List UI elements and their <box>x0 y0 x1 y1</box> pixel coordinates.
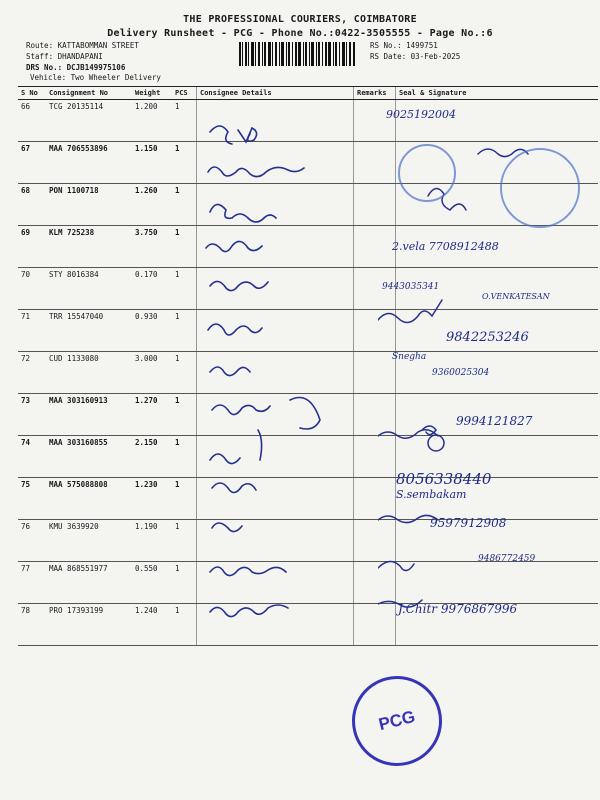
row-sno: 75 <box>18 478 46 520</box>
row-consignment: TRR 15547040 <box>46 310 132 352</box>
signature-76: 9597912908 <box>430 516 507 530</box>
row-pcs: 1 <box>172 394 197 436</box>
row-consignment: MAA 868551977 <box>46 562 132 604</box>
col-consignee: Consignee Details <box>197 87 354 100</box>
pcg-stamp-text: PCG <box>376 706 418 735</box>
row-consignment: KMU 3639920 <box>46 520 132 562</box>
row-weight: 1.200 <box>132 100 172 142</box>
signature-72b: 9360025304 <box>432 368 490 378</box>
row-pcs: 1 <box>172 184 197 226</box>
document-subtitle: Delivery Runsheet - PCG - Phone No.:0422-3505555 - Page No.:6 <box>107 28 493 39</box>
route-info <box>26 40 139 73</box>
row-weight: 0.170 <box>132 268 172 310</box>
row-sno: 69 <box>18 226 46 268</box>
row-consignment: MAA 575088808 <box>46 478 132 520</box>
row-sno: 70 <box>18 268 46 310</box>
signature-71: 9842253246 <box>446 330 529 345</box>
rs-number: RS No.: 1499751 <box>370 41 438 50</box>
row-pcs: 1 <box>172 310 197 352</box>
pcg-stamp <box>342 666 451 775</box>
barcode <box>239 42 355 66</box>
row-pcs: 1 <box>172 142 197 184</box>
row-pcs: 1 <box>172 478 197 520</box>
col-sno: S No <box>18 87 46 100</box>
rs-info <box>370 40 460 62</box>
row-pcs: 1 <box>172 520 197 562</box>
row-weight: 2.150 <box>132 436 172 478</box>
rs-date: RS Date: 03-Feb-2025 <box>370 52 461 61</box>
row-consignment: MAA 303160855 <box>46 436 132 478</box>
row-consignment: TCG 20135114 <box>46 100 132 142</box>
signature-75b: S.sembakam <box>396 488 467 501</box>
route-label: Route: KATTABOMMAN STREET <box>26 41 139 50</box>
col-remarks: Remarks <box>354 87 396 100</box>
row-sno: 66 <box>18 100 46 142</box>
document-title: THE PROFESSIONAL COURIERS, COIMBATORE <box>183 14 417 25</box>
row-weight: 0.930 <box>132 310 172 352</box>
row-consignment: MAA 706553896 <box>46 142 132 184</box>
signature-70a: 9443035341 <box>382 282 440 292</box>
row-weight: 3.750 <box>132 226 172 268</box>
row-pcs: 1 <box>172 436 197 478</box>
row-pcs: 1 <box>172 268 197 310</box>
row-sno: 73 <box>18 394 46 436</box>
signature-66: 9025192004 <box>386 108 456 121</box>
signature-75a: 8056338440 <box>396 470 492 488</box>
row-weight: 0.550 <box>132 562 172 604</box>
row-consignment: PRO 17393199 <box>46 604 132 646</box>
row-weight: 3.000 <box>132 352 172 394</box>
handwritten-consignee-scribbles <box>190 110 370 640</box>
signature-69: 2.vela 7708912488 <box>392 240 499 253</box>
vehicle-label: Vehicle: Two Wheeler Delivery <box>30 73 161 82</box>
col-weight: Weight <box>132 87 172 100</box>
row-sno: 77 <box>18 562 46 604</box>
row-sno: 78 <box>18 604 46 646</box>
staff-label: Staff: DHANDAPANI <box>26 52 103 61</box>
row-pcs: 1 <box>172 604 197 646</box>
row-weight: 1.270 <box>132 394 172 436</box>
table-header-row <box>18 87 598 100</box>
round-stamp <box>500 148 580 228</box>
row-consignment: MAA 303160913 <box>46 394 132 436</box>
signature-74: 9994121827 <box>456 414 533 428</box>
row-pcs: 1 <box>172 352 197 394</box>
row-weight: 1.150 <box>132 142 172 184</box>
col-consignment: Consignment No <box>46 87 132 100</box>
row-weight: 1.260 <box>132 184 172 226</box>
signature-77: 9486772459 <box>478 554 536 564</box>
row-sno: 71 <box>18 310 46 352</box>
row-consignment: STY 8016384 <box>46 268 132 310</box>
row-pcs: 1 <box>172 562 197 604</box>
row-sno: 72 <box>18 352 46 394</box>
row-sno: 67 <box>18 142 46 184</box>
col-pcs: PCS <box>172 87 197 100</box>
row-consignment: KLM 725238 <box>46 226 132 268</box>
row-consignment: PON 1100718 <box>46 184 132 226</box>
drs-label: DRS No.: DCJB149975106 <box>26 63 126 72</box>
row-consignment: CUD 1133080 <box>46 352 132 394</box>
row-weight: 1.230 <box>132 478 172 520</box>
row-pcs: 1 <box>172 100 197 142</box>
signature-78: J.Chitr 9976867996 <box>398 602 518 616</box>
enterprise-stamp <box>398 144 456 202</box>
row-sno: 74 <box>18 436 46 478</box>
row-weight: 1.240 <box>132 604 172 646</box>
row-sno: 68 <box>18 184 46 226</box>
signature-70b: O.VENKATESAN <box>482 292 550 301</box>
row-pcs: 1 <box>172 226 197 268</box>
col-seal: Seal & Signature <box>396 87 599 100</box>
signature-72a: Snegha <box>392 352 427 362</box>
row-sno: 76 <box>18 520 46 562</box>
row-weight: 1.190 <box>132 520 172 562</box>
